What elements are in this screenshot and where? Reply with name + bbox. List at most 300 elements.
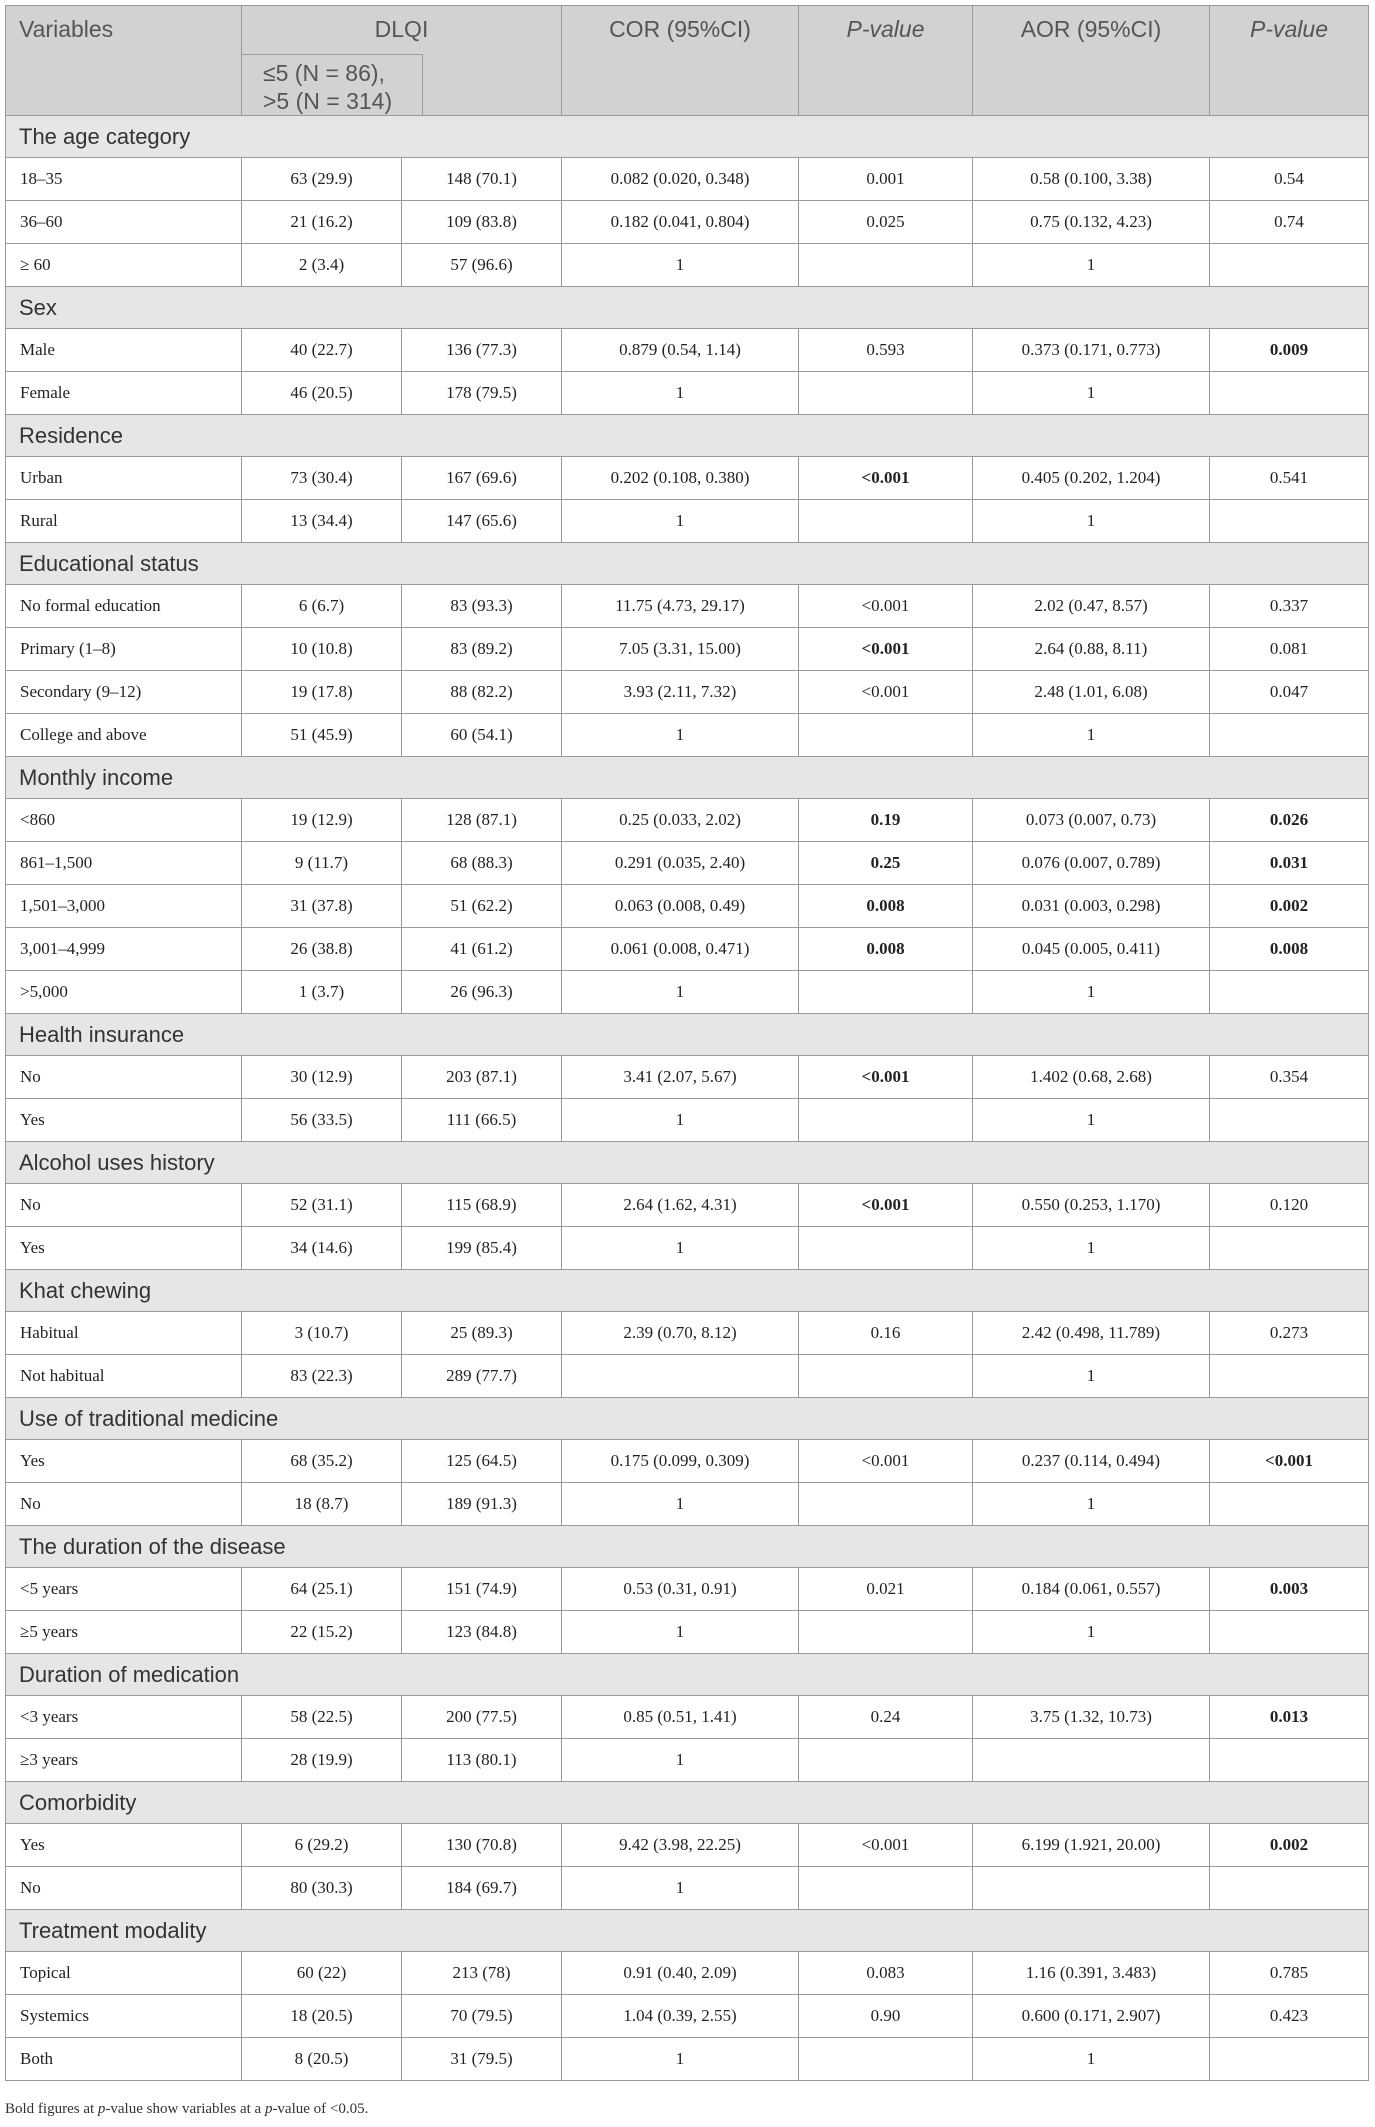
table-cell: 0.045 (0.005, 0.411) [973,928,1210,971]
table-cell: 1 [973,1355,1210,1398]
table-cell: 0.008 [799,928,973,971]
table-cell: 51 (62.2) [402,885,562,928]
table-cell: 1 [562,1099,799,1142]
row-label: <5 years [6,1568,242,1611]
category-row [6,1654,1369,1696]
table-cell: 189 (91.3) [402,1483,562,1526]
table-cell: 2.39 (0.70, 8.12) [562,1312,799,1355]
table-cell: 0.25 (0.033, 2.02) [562,799,799,842]
table-cell: 56 (33.5) [242,1099,402,1142]
table-cell: 0.354 [1210,1056,1369,1099]
row-label: Female [6,372,242,415]
table-cell: 1 [562,971,799,1014]
table-cell: 0.90 [799,1995,973,2038]
table-cell: 68 (88.3) [402,842,562,885]
table-row [6,885,1369,928]
table-cell: 31 (37.8) [242,885,402,928]
table-cell: <0.001 [799,1440,973,1483]
table-cell: 0.063 (0.008, 0.49) [562,885,799,928]
table-cell: <0.001 [799,457,973,500]
table-cell: 88 (82.2) [402,671,562,714]
table-cell: 184 (69.7) [402,1867,562,1910]
table-cell: 1 [973,1483,1210,1526]
p-value-header-2: P-value [1210,6,1369,116]
table-cell: 0.373 (0.171, 0.773) [973,329,1210,372]
table-cell: 0.001 [799,158,973,201]
table-cell: 83 (22.3) [242,1355,402,1398]
table-row [6,671,1369,714]
table-cell: 115 (68.9) [402,1184,562,1227]
table-row [6,1312,1369,1355]
table-cell: <0.001 [799,671,973,714]
table-cell: <0.001 [799,1184,973,1227]
category-row [6,1270,1369,1312]
table-body [6,116,1369,2081]
table-cell: 52 (31.1) [242,1184,402,1227]
table-cell [1210,2038,1369,2081]
table-cell: <0.001 [799,1056,973,1099]
table-cell: 0.009 [1210,329,1369,372]
table-cell: 1 (3.7) [242,971,402,1014]
table-cell: 34 (14.6) [242,1227,402,1270]
table-row [6,500,1369,543]
table-row [6,799,1369,842]
table-cell: 111 (66.5) [402,1099,562,1142]
row-label: ≥ 60 [6,244,242,287]
variables-header: Variables [6,6,242,116]
table-row [6,1440,1369,1483]
category-title: Monthly income [6,757,1369,799]
table-cell: 21 (16.2) [242,201,402,244]
row-label: No formal education [6,585,242,628]
category-title: Use of traditional medicine [6,1398,1369,1440]
table-cell: 83 (89.2) [402,628,562,671]
row-label: College and above [6,714,242,757]
table-cell: 0.021 [799,1568,973,1611]
table-cell: 0.031 [1210,842,1369,885]
table-row [6,1056,1369,1099]
category-title: Treatment modality [6,1910,1369,1952]
table-cell: <0.001 [799,585,973,628]
regression-table-container [5,5,1368,2081]
table-cell: 0.593 [799,329,973,372]
category-row [6,1526,1369,1568]
table-row [6,842,1369,885]
table-cell [1210,1355,1369,1398]
table-cell: 0.54 [1210,158,1369,201]
table-row [6,971,1369,1014]
table-cell: 0.53 (0.31, 0.91) [562,1568,799,1611]
row-label: 861–1,500 [6,842,242,885]
table-row [6,329,1369,372]
row-label: 3,001–4,999 [6,928,242,971]
table-cell: 0.008 [1210,928,1369,971]
category-title: Khat chewing [6,1270,1369,1312]
table-cell: 13 (34.4) [242,500,402,543]
table-cell: 11.75 (4.73, 29.17) [562,585,799,628]
category-row [6,287,1369,329]
row-label: Rural [6,500,242,543]
table-cell [1210,1739,1369,1782]
table-row [6,1611,1369,1654]
table-cell: 60 (22) [242,1952,402,1995]
table-cell: 57 (96.6) [402,244,562,287]
table-cell: 0.879 (0.54, 1.14) [562,329,799,372]
table-cell [562,1355,799,1398]
table-cell [799,1867,973,1910]
table-cell: 3.93 (2.11, 7.32) [562,671,799,714]
table-cell: 1 [973,1227,1210,1270]
dlqi-title: DLQI [374,16,429,42]
table-cell: 0.026 [1210,799,1369,842]
table-row [6,372,1369,415]
table-cell: 0.182 (0.041, 0.804) [562,201,799,244]
category-title: The age category [6,116,1369,158]
table-cell: 0.061 (0.008, 0.471) [562,928,799,971]
table-cell: 25 (89.3) [402,1312,562,1355]
table-cell: 0.002 [1210,885,1369,928]
table-cell: 130 (70.8) [402,1824,562,1867]
table-cell [1210,500,1369,543]
table-row [6,1568,1369,1611]
table-cell: 0.081 [1210,628,1369,671]
table-cell: 3 (10.7) [242,1312,402,1355]
category-title: Residence [6,415,1369,457]
dlqi-sub-line-1: ≤5 (N = 86), [263,60,385,86]
table-cell [1210,372,1369,415]
table-cell [799,244,973,287]
table-cell: 0.031 (0.003, 0.298) [973,885,1210,928]
table-cell: 1 [973,372,1210,415]
table-cell: 0.25 [799,842,973,885]
category-row [6,415,1369,457]
table-cell: 123 (84.8) [402,1611,562,1654]
table-cell: 147 (65.6) [402,500,562,543]
table-cell: 26 (96.3) [402,971,562,1014]
table-cell: 0.083 [799,1952,973,1995]
table-cell [1210,1867,1369,1910]
table-cell [1210,1611,1369,1654]
table-cell: 60 (54.1) [402,714,562,757]
category-row [6,1398,1369,1440]
category-title: Duration of medication [6,1654,1369,1696]
table-cell: 7.05 (3.31, 15.00) [562,628,799,671]
table-cell: 0.025 [799,201,973,244]
table-cell: 0.002 [1210,1824,1369,1867]
table-row [6,2038,1369,2081]
table-row [6,1483,1369,1526]
table-footnote: Bold figures at p-value show variables at a p-value of <0.05. [5,2101,369,2117]
table-row [6,457,1369,500]
table-row [6,201,1369,244]
table-cell: 64 (25.1) [242,1568,402,1611]
table-cell: 68 (35.2) [242,1440,402,1483]
category-row [6,116,1369,158]
table-cell: 0.85 (0.51, 1.41) [562,1696,799,1739]
table-row [6,158,1369,201]
table-cell: 3.41 (2.07, 5.67) [562,1056,799,1099]
table-cell: 0.073 (0.007, 0.73) [973,799,1210,842]
table-cell: 0.237 (0.114, 0.494) [973,1440,1210,1483]
table-cell [973,1867,1210,1910]
table-cell: 0.291 (0.035, 2.40) [562,842,799,885]
table-cell: 1 [562,244,799,287]
table-cell: 63 (29.9) [242,158,402,201]
table-cell: 0.74 [1210,201,1369,244]
table-cell [799,1227,973,1270]
table-cell [1210,971,1369,1014]
table-cell: 0.19 [799,799,973,842]
table-row [6,1227,1369,1270]
table-cell: 1 [973,714,1210,757]
table-cell: 46 (20.5) [242,372,402,415]
row-label: Yes [6,1227,242,1270]
category-row [6,1142,1369,1184]
table-cell: 10 (10.8) [242,628,402,671]
table-cell [799,1355,973,1398]
table-cell: <0.001 [799,1824,973,1867]
table-cell: 2.02 (0.47, 8.57) [973,585,1210,628]
category-row [6,1014,1369,1056]
row-label: Both [6,2038,242,2081]
table-cell: 80 (30.3) [242,1867,402,1910]
row-label: Habitual [6,1312,242,1355]
table-row [6,1099,1369,1142]
table-cell: 167 (69.6) [402,457,562,500]
row-label: ≥3 years [6,1739,242,1782]
table-cell: 1 [562,1483,799,1526]
table-cell: 1 [973,1611,1210,1654]
table-cell: 1 [562,500,799,543]
dlqi-subheader [241,54,423,115]
table-cell: 0.550 (0.253, 1.170) [973,1184,1210,1227]
category-row [6,543,1369,585]
table-cell: 41 (61.2) [402,928,562,971]
table-cell: 1 [562,1867,799,1910]
row-label: 36–60 [6,201,242,244]
table-cell: 73 (30.4) [242,457,402,500]
table-cell: 0.16 [799,1312,973,1355]
cor-header: COR (95%CI) [562,6,799,116]
table-cell: 1.402 (0.68, 2.68) [973,1056,1210,1099]
table-cell: 0.184 (0.061, 0.557) [973,1568,1210,1611]
table-cell: 0.273 [1210,1312,1369,1355]
table-cell: 1 [562,1611,799,1654]
table-cell [799,1099,973,1142]
category-title: Alcohol uses history [6,1142,1369,1184]
row-label: Systemics [6,1995,242,2038]
table-cell: 1 [562,714,799,757]
row-label: No [6,1056,242,1099]
table-cell: 0.003 [1210,1568,1369,1611]
table-cell: 9 (11.7) [242,842,402,885]
table-cell: 0.91 (0.40, 2.09) [562,1952,799,1995]
table-cell: 125 (64.5) [402,1440,562,1483]
category-title: Educational status [6,543,1369,585]
table-cell: 0.405 (0.202, 1.204) [973,457,1210,500]
table-cell: 18 (8.7) [242,1483,402,1526]
table-cell: 2.64 (0.88, 8.11) [973,628,1210,671]
category-row [6,757,1369,799]
row-label: Urban [6,457,242,500]
category-row [6,1782,1369,1824]
table-cell: 0.58 (0.100, 3.38) [973,158,1210,201]
table-cell: 6 (6.7) [242,585,402,628]
table-cell [1210,244,1369,287]
dlqi-sub-line-2: >5 (N = 314) [263,88,393,114]
table-cell: 0.082 (0.020, 0.348) [562,158,799,201]
table-cell: 40 (22.7) [242,329,402,372]
table-cell [1210,1483,1369,1526]
row-label: <860 [6,799,242,842]
table-cell: 1 [562,1739,799,1782]
table-cell: 2.64 (1.62, 4.31) [562,1184,799,1227]
table-cell: 6.199 (1.921, 20.00) [973,1824,1210,1867]
table-cell: 200 (77.5) [402,1696,562,1739]
row-label: Primary (1–8) [6,628,242,671]
row-label: 1,501–3,000 [6,885,242,928]
table-cell: 0.047 [1210,671,1369,714]
table-cell: 28 (19.9) [242,1739,402,1782]
table-cell: 136 (77.3) [402,329,562,372]
table-cell: 51 (45.9) [242,714,402,757]
table-row [6,928,1369,971]
table-row [6,1824,1369,1867]
row-label: Secondary (9–12) [6,671,242,714]
row-label: >5,000 [6,971,242,1014]
table-cell: 26 (38.8) [242,928,402,971]
row-label: No [6,1184,242,1227]
table-row [6,714,1369,757]
table-row [6,628,1369,671]
table-cell [1210,714,1369,757]
table-cell: 1 [973,500,1210,543]
table-cell: 0.785 [1210,1952,1369,1995]
table-cell: 1 [973,244,1210,287]
table-cell [799,1611,973,1654]
table-cell: 0.076 (0.007, 0.789) [973,842,1210,885]
table-cell: 1 [562,2038,799,2081]
row-label: Yes [6,1824,242,1867]
table-cell: 203 (87.1) [402,1056,562,1099]
table-cell: 30 (12.9) [242,1056,402,1099]
table-cell [1210,1099,1369,1142]
table-cell: 0.75 (0.132, 4.23) [973,201,1210,244]
table-cell [973,1739,1210,1782]
table-cell [799,500,973,543]
table-cell: 0.202 (0.108, 0.380) [562,457,799,500]
table-cell: 0.423 [1210,1995,1369,2038]
dlqi-header [242,6,562,116]
category-row [6,1910,1369,1952]
row-label: Yes [6,1099,242,1142]
table-row [6,1952,1369,1995]
row-label: No [6,1867,242,1910]
table-cell: 109 (83.8) [402,201,562,244]
row-label: Male [6,329,242,372]
table-cell [799,971,973,1014]
table-cell [799,1739,973,1782]
table-cell [1210,1227,1369,1270]
table-cell: 0.008 [799,885,973,928]
table-cell: 9.42 (3.98, 22.25) [562,1824,799,1867]
table-row [6,1995,1369,2038]
row-label: Not habitual [6,1355,242,1398]
table-cell: 178 (79.5) [402,372,562,415]
table-cell: 289 (77.7) [402,1355,562,1398]
table-cell: 83 (93.3) [402,585,562,628]
table-cell: 3.75 (1.32, 10.73) [973,1696,1210,1739]
table-cell: 6 (29.2) [242,1824,402,1867]
row-label: No [6,1483,242,1526]
row-label: <3 years [6,1696,242,1739]
table-cell: 19 (12.9) [242,799,402,842]
table-cell [799,372,973,415]
table-cell: 0.541 [1210,457,1369,500]
table-cell: 148 (70.1) [402,158,562,201]
table-cell: <0.001 [1210,1440,1369,1483]
p-value-header-1: P-value [799,6,973,116]
table-cell: 19 (17.8) [242,671,402,714]
table-cell: 22 (15.2) [242,1611,402,1654]
table-row [6,1696,1369,1739]
table-cell [799,714,973,757]
table-row [6,1184,1369,1227]
table-row [6,244,1369,287]
table-cell: 1.04 (0.39, 2.55) [562,1995,799,2038]
table-cell: 0.120 [1210,1184,1369,1227]
row-label: 18–35 [6,158,242,201]
table-cell: 151 (74.9) [402,1568,562,1611]
table-cell: 0.24 [799,1696,973,1739]
table-cell: <0.001 [799,628,973,671]
table-cell: 31 (79.5) [402,2038,562,2081]
row-label: Topical [6,1952,242,1995]
table-cell: 0.013 [1210,1696,1369,1739]
table-cell [799,2038,973,2081]
table-cell: 1 [973,1099,1210,1142]
table-cell: 8 (20.5) [242,2038,402,2081]
table-cell: 213 (78) [402,1952,562,1995]
regression-table [5,5,1369,2081]
table-row [6,1355,1369,1398]
table-cell: 1 [973,971,1210,1014]
table-cell: 2.48 (1.01, 6.08) [973,671,1210,714]
table-cell: 1 [562,1227,799,1270]
category-title: Health insurance [6,1014,1369,1056]
table-cell: 2.42 (0.498, 11.789) [973,1312,1210,1355]
table-cell: 0.600 (0.171, 2.907) [973,1995,1210,2038]
table-cell: 199 (85.4) [402,1227,562,1270]
table-cell: 1.16 (0.391, 3.483) [973,1952,1210,1995]
table-header-row [6,6,1369,116]
table-cell: 2 (3.4) [242,244,402,287]
table-cell: 0.337 [1210,585,1369,628]
category-title: The duration of the disease [6,1526,1369,1568]
table-row [6,585,1369,628]
row-label: ≥5 years [6,1611,242,1654]
table-cell: 70 (79.5) [402,1995,562,2038]
category-title: Sex [6,287,1369,329]
table-cell [799,1483,973,1526]
table-cell: 0.175 (0.099, 0.309) [562,1440,799,1483]
table-cell: 1 [973,2038,1210,2081]
row-label: Yes [6,1440,242,1483]
table-cell: 128 (87.1) [402,799,562,842]
table-row [6,1867,1369,1910]
aor-header: AOR (95%CI) [973,6,1210,116]
table-cell: 1 [562,372,799,415]
